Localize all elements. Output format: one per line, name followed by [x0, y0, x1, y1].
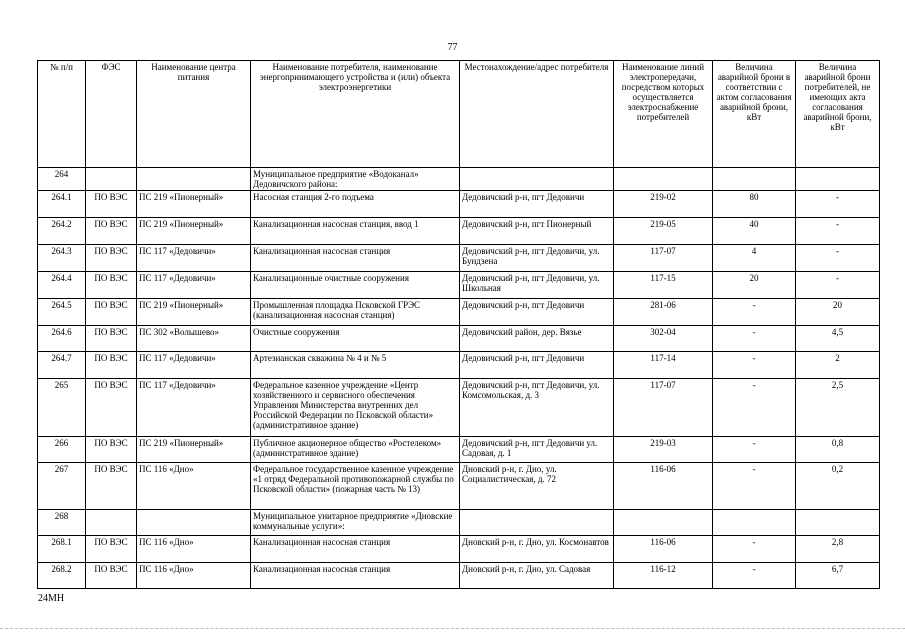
row-number: 264.2	[38, 218, 86, 245]
row-power-line: 302-04	[614, 326, 713, 352]
row-consumer: Публичное акционерное общество «Ростелеком» (административное здание)	[251, 437, 460, 463]
row-power-line: 117-07	[614, 245, 713, 272]
table-row	[38, 536, 880, 563]
row-reserve-act: 40	[713, 218, 796, 245]
row-reserve-act: -	[713, 326, 796, 352]
row-number: 264.5	[38, 299, 86, 326]
table-row	[38, 463, 880, 510]
row-reserve-act: 4	[713, 245, 796, 272]
row-power-center: ПС 117 «Дедовичи»	[137, 272, 251, 299]
row-fes: ПО ВЭС	[86, 563, 137, 589]
row-number: 267	[38, 463, 86, 510]
row-reserve-no-act	[796, 510, 880, 536]
row-consumer: Канализационная насосная станция, ввод 1	[251, 218, 460, 245]
row-number: 264.3	[38, 245, 86, 272]
row-reserve-act: -	[713, 463, 796, 510]
table-row	[38, 437, 880, 463]
row-power-center	[137, 510, 251, 536]
row-consumer: Насосная станция 2-го подъема	[251, 191, 460, 218]
row-consumer: Артезианская скважина № 4 и № 5	[251, 352, 460, 379]
row-reserve-act: -	[713, 352, 796, 379]
page-number: 77	[447, 42, 458, 53]
row-power-line: 117-15	[614, 272, 713, 299]
row-number: 264.6	[38, 326, 86, 352]
row-address: Дновский р-н, г. Дно, ул. Космонавтов	[460, 536, 614, 563]
table-row	[38, 510, 880, 536]
row-number: 264.1	[38, 191, 86, 218]
consumer-table	[37, 60, 880, 589]
row-address: Дедовичский район, дер. Вязье	[460, 326, 614, 352]
row-power-center: ПС 219 «Пионерный»	[137, 437, 251, 463]
row-fes: ПО ВЭС	[86, 379, 137, 437]
row-number: 268	[38, 510, 86, 536]
table-row	[38, 272, 880, 299]
row-consumer: Канализационная насосная станция	[251, 563, 460, 589]
row-reserve-no-act: 20	[796, 299, 880, 326]
row-address: Дедовичский р-н, пгт Дедовичи	[460, 191, 614, 218]
table-row	[38, 352, 880, 379]
table-row	[38, 218, 880, 245]
row-fes	[86, 168, 137, 191]
row-power-center: ПС 219 «Пионерный»	[137, 191, 251, 218]
row-power-center: ПС 117 «Дедовичи»	[137, 245, 251, 272]
header-fes: ФЭС	[86, 61, 137, 168]
row-power-line: 116-06	[614, 463, 713, 510]
row-power-center: ПС 116 «Дно»	[137, 563, 251, 589]
row-power-center: ПС 117 «Дедовичи»	[137, 379, 251, 437]
row-reserve-no-act: 2,5	[796, 379, 880, 437]
row-reserve-no-act: 2,8	[796, 536, 880, 563]
row-reserve-no-act: 0,8	[796, 437, 880, 463]
row-power-center: ПС 116 «Дно»	[137, 536, 251, 563]
row-power-line: 117-14	[614, 352, 713, 379]
row-power-line: 116-06	[614, 536, 713, 563]
row-consumer: Федеральное казенное учреждение «Центр хозяйственного и сервисного обеспечения Управления Министерства внутренних дел Российской Федерации по Псковской области» (административное здание)	[251, 379, 460, 437]
row-address	[460, 510, 614, 536]
table-row	[38, 299, 880, 326]
row-fes: ПО ВЭС	[86, 352, 137, 379]
row-power-center: ПС 117 «Дедовичи»	[137, 352, 251, 379]
table-row	[38, 245, 880, 272]
row-fes: ПО ВЭС	[86, 463, 137, 510]
row-power-line: 117-07	[614, 379, 713, 437]
row-fes: ПО ВЭС	[86, 299, 137, 326]
row-reserve-no-act: -	[796, 245, 880, 272]
table-header-row	[38, 61, 880, 168]
row-power-center	[137, 168, 251, 191]
row-reserve-act: -	[713, 437, 796, 463]
table-row	[38, 326, 880, 352]
row-reserve-act: -	[713, 536, 796, 563]
row-address: Дедовичский р-н, пгт Дедовичи, ул. Комсомольская, д. 3	[460, 379, 614, 437]
row-number: 264	[38, 168, 86, 191]
row-power-center: ПС 219 «Пионерный»	[137, 218, 251, 245]
row-address: Дновский р-н, г. Дно, ул. Социалистическая, д. 72	[460, 463, 614, 510]
row-reserve-no-act: -	[796, 272, 880, 299]
row-address: Дедовичский р-н, пгт Дедовичи ул. Садовая, д. 1	[460, 437, 614, 463]
table-row	[38, 168, 880, 191]
header-reserve-act: Величина аварийной брони в соответствии с актом согласования аварийной брони, кВт	[713, 61, 796, 168]
row-reserve-no-act: 0,2	[796, 463, 880, 510]
row-power-center: ПС 219 «Пионерный»	[137, 299, 251, 326]
row-address: Дедовичский р-н, пгт Пионерный	[460, 218, 614, 245]
row-consumer: Очистные сооружения	[251, 326, 460, 352]
header-power-center: Наименование центра питания	[137, 61, 251, 168]
row-power-line: 219-02	[614, 191, 713, 218]
row-reserve-act: -	[713, 563, 796, 589]
row-reserve-no-act: 6,7	[796, 563, 880, 589]
row-fes: ПО ВЭС	[86, 272, 137, 299]
row-reserve-act: -	[713, 379, 796, 437]
row-power-line	[614, 510, 713, 536]
row-address	[460, 168, 614, 191]
row-address: Дновский р-н, г. Дно, ул. Садовая	[460, 563, 614, 589]
row-reserve-no-act: -	[796, 191, 880, 218]
row-fes: ПО ВЭС	[86, 536, 137, 563]
row-consumer: Канализационная насосная станция	[251, 245, 460, 272]
header-power-lines: Наименование линий электропередачи, посредством которых осуществляется электроснабжение потребителей	[614, 61, 713, 168]
row-address: Дедовичский р-н, пгт Дедовичи	[460, 352, 614, 379]
row-address: Дедовичский р-н, пгт Дедовичи	[460, 299, 614, 326]
row-power-line: 219-03	[614, 437, 713, 463]
row-consumer: Федеральное государственное казенное учреждение «1 отряд Федеральной противопожарной службы по Псковской области» (пожарная часть № 13)	[251, 463, 460, 510]
row-reserve-no-act: -	[796, 218, 880, 245]
row-number: 268.2	[38, 563, 86, 589]
row-reserve-act: -	[713, 299, 796, 326]
row-power-line: 219-05	[614, 218, 713, 245]
row-number: 266	[38, 437, 86, 463]
row-consumer: Канализационная насосная станция	[251, 536, 460, 563]
table-row	[38, 191, 880, 218]
row-fes: ПО ВЭС	[86, 218, 137, 245]
header-number: № п/п	[38, 61, 86, 168]
row-consumer: Промышленная площадка Псковской ГРЭС (канализационная насосная станция)	[251, 299, 460, 326]
row-fes: ПО ВЭС	[86, 326, 137, 352]
row-power-center: ПС 302 «Волышево»	[137, 326, 251, 352]
row-reserve-act: 80	[713, 191, 796, 218]
row-number: 264.7	[38, 352, 86, 379]
document-code: 24МН	[38, 593, 65, 604]
row-fes: ПО ВЭС	[86, 245, 137, 272]
header-reserve-no-act: Величина аварийной брони потребителей, не имеющих акта согласования аварийной брони, кВт	[796, 61, 880, 168]
row-number: 268.1	[38, 536, 86, 563]
row-number: 264.4	[38, 272, 86, 299]
row-address: Дедовичский р-н, пгт Дедовичи, ул. Бундзена	[460, 245, 614, 272]
table-row	[38, 563, 880, 589]
table-row	[38, 379, 880, 437]
row-fes	[86, 510, 137, 536]
row-fes: ПО ВЭС	[86, 437, 137, 463]
row-address: Дедовичский р-н, пгт Дедовичи, ул. Школьная	[460, 272, 614, 299]
row-consumer: Канализационные очистные сооружения	[251, 272, 460, 299]
header-consumer: Наименование потребителя, наименование энергопринимающего устройства и (или) объекта электроэнергетики	[251, 61, 460, 168]
row-power-center: ПС 116 «Дно»	[137, 463, 251, 510]
row-reserve-act	[713, 168, 796, 191]
row-reserve-act	[713, 510, 796, 536]
row-reserve-act: 20	[713, 272, 796, 299]
scan-edge-line	[0, 628, 905, 629]
header-address: Местонахождение/адрес потребителя	[460, 61, 614, 168]
row-power-line: 116-12	[614, 563, 713, 589]
row-power-line: 281-06	[614, 299, 713, 326]
row-number: 265	[38, 379, 86, 437]
row-consumer: Муниципальное унитарное предприятие «Дновские коммунальные услуги»:	[251, 510, 460, 536]
row-reserve-no-act	[796, 168, 880, 191]
row-consumer: Муниципальное предприятие «Водоканал» Дедовичского района:	[251, 168, 460, 191]
row-fes: ПО ВЭС	[86, 191, 137, 218]
row-reserve-no-act: 2	[796, 352, 880, 379]
row-power-line	[614, 168, 713, 191]
row-reserve-no-act: 4,5	[796, 326, 880, 352]
